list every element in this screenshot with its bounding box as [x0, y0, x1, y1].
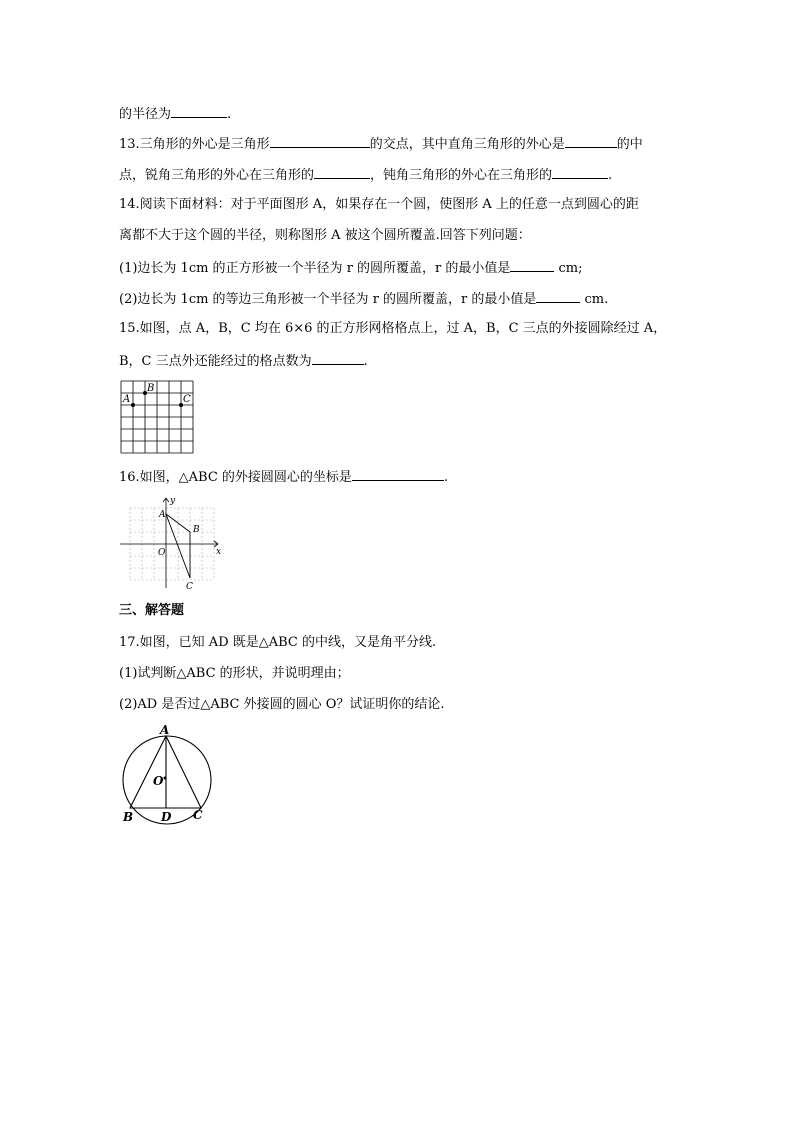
q13-blank-1: [270, 134, 370, 148]
q17-label-c: C: [193, 808, 203, 822]
q12-tail-end: .: [227, 107, 232, 122]
q14-line-4: [119, 289, 608, 309]
q13-text-2c: .: [608, 168, 613, 183]
q15-grid-lines: [121, 381, 193, 453]
q13-text-1c: 的中: [616, 137, 643, 152]
q15-line-1: 15.如图，点 A，B，C 均在 6×6 的正方形网格格点上，过 A，B，C 三点的外接圆除经过 A，: [119, 321, 667, 336]
q14-line-1: 14.阅读下面材料：对于平面图形 A，如果存在一个圆，使图形 A 上的任意一点到圆心的距: [119, 197, 639, 212]
q13-text-2a: 点，锐角三角形的外心在三角形的: [119, 168, 315, 183]
q15-blank: [312, 351, 364, 365]
q14-text-3b: cm;: [554, 261, 583, 276]
q14-blank-1: [510, 258, 554, 272]
q16-x-label: x: [216, 547, 222, 557]
q15-label-b: B: [147, 383, 155, 394]
q15-text-2a: B，C 三点外还能经过的格点数为: [119, 354, 312, 369]
q16-y-label: y: [170, 496, 176, 506]
q16-label-b: B: [193, 525, 200, 535]
q13-blank-4: [552, 165, 608, 179]
section-heading: 三、解答题: [119, 603, 185, 618]
q16-axes: [120, 498, 218, 588]
q12-tail-text: 的半径为: [119, 107, 172, 122]
q14-line-2: 离都不大于这个圆的半径，则称图形 A 被这个圆所覆盖.回答下列问题：: [119, 228, 531, 243]
q15-line-2: [119, 351, 368, 371]
q15-label-c: C: [183, 394, 191, 405]
q16-text-1b: .: [443, 470, 449, 485]
q16-coordinate-figure: [118, 492, 226, 592]
q15-grid-figure: [117, 377, 199, 457]
q17-label-o: O: [153, 774, 164, 788]
q17-line-1: 17.如图，已知 AD 既是△ABC 的中线，又是角平分线.: [119, 635, 437, 650]
q17-center-point: [164, 777, 167, 780]
q14-line-3: [119, 258, 583, 278]
q17-line-2: (1)试判断△ABC 的形状，并说明理由；: [119, 666, 350, 681]
q12-answer-blank: [171, 104, 227, 118]
q15-text-2b: .: [363, 354, 368, 369]
q14-text-3a: (1)边长为 1cm 的正方形被一个半径为 r 的圆所覆盖，r 的最小值是: [119, 261, 511, 276]
q16-origin-label: O: [158, 548, 166, 558]
q16-text-1a: 16.如图，△ABC 的外接圆圆心的坐标是: [119, 470, 352, 485]
q14-text-4b: cm.: [580, 292, 609, 307]
q15-label-a: A: [123, 394, 131, 405]
q17-label-d: D: [161, 810, 172, 824]
q13-text-1a: 13.三角形的外心是三角形: [119, 137, 270, 152]
q16-label-a: A: [159, 510, 166, 520]
q17-label-a: A: [160, 723, 170, 737]
q13-text-1b: 的交点，其中直角三角形的外心是: [369, 137, 565, 152]
q17-circle-figure: [115, 723, 217, 825]
q14-blank-2: [536, 289, 580, 303]
q14-text-4a: (2)边长为 1cm 的等边三角形被一个半径为 r 的圆所覆盖，r 的最小值是: [119, 292, 537, 307]
q12-tail-line: [119, 104, 231, 124]
q13-line-1: [119, 134, 643, 154]
q17-label-b: B: [123, 810, 134, 824]
q13-text-2b: ，钝角三角形的外心在三角形的: [370, 168, 553, 183]
q13-blank-3: [314, 165, 370, 179]
q16-blank: [352, 467, 444, 481]
q13-blank-2: [565, 134, 617, 148]
q17-line-3: (2)AD 是否过△ABC 外接圆的圆心 O？试证明你的结论.: [119, 697, 445, 712]
q13-line-2: [119, 165, 612, 185]
q16-line-1: [119, 467, 448, 487]
q15-point-a: [131, 403, 135, 407]
q16-label-c: C: [186, 582, 193, 592]
